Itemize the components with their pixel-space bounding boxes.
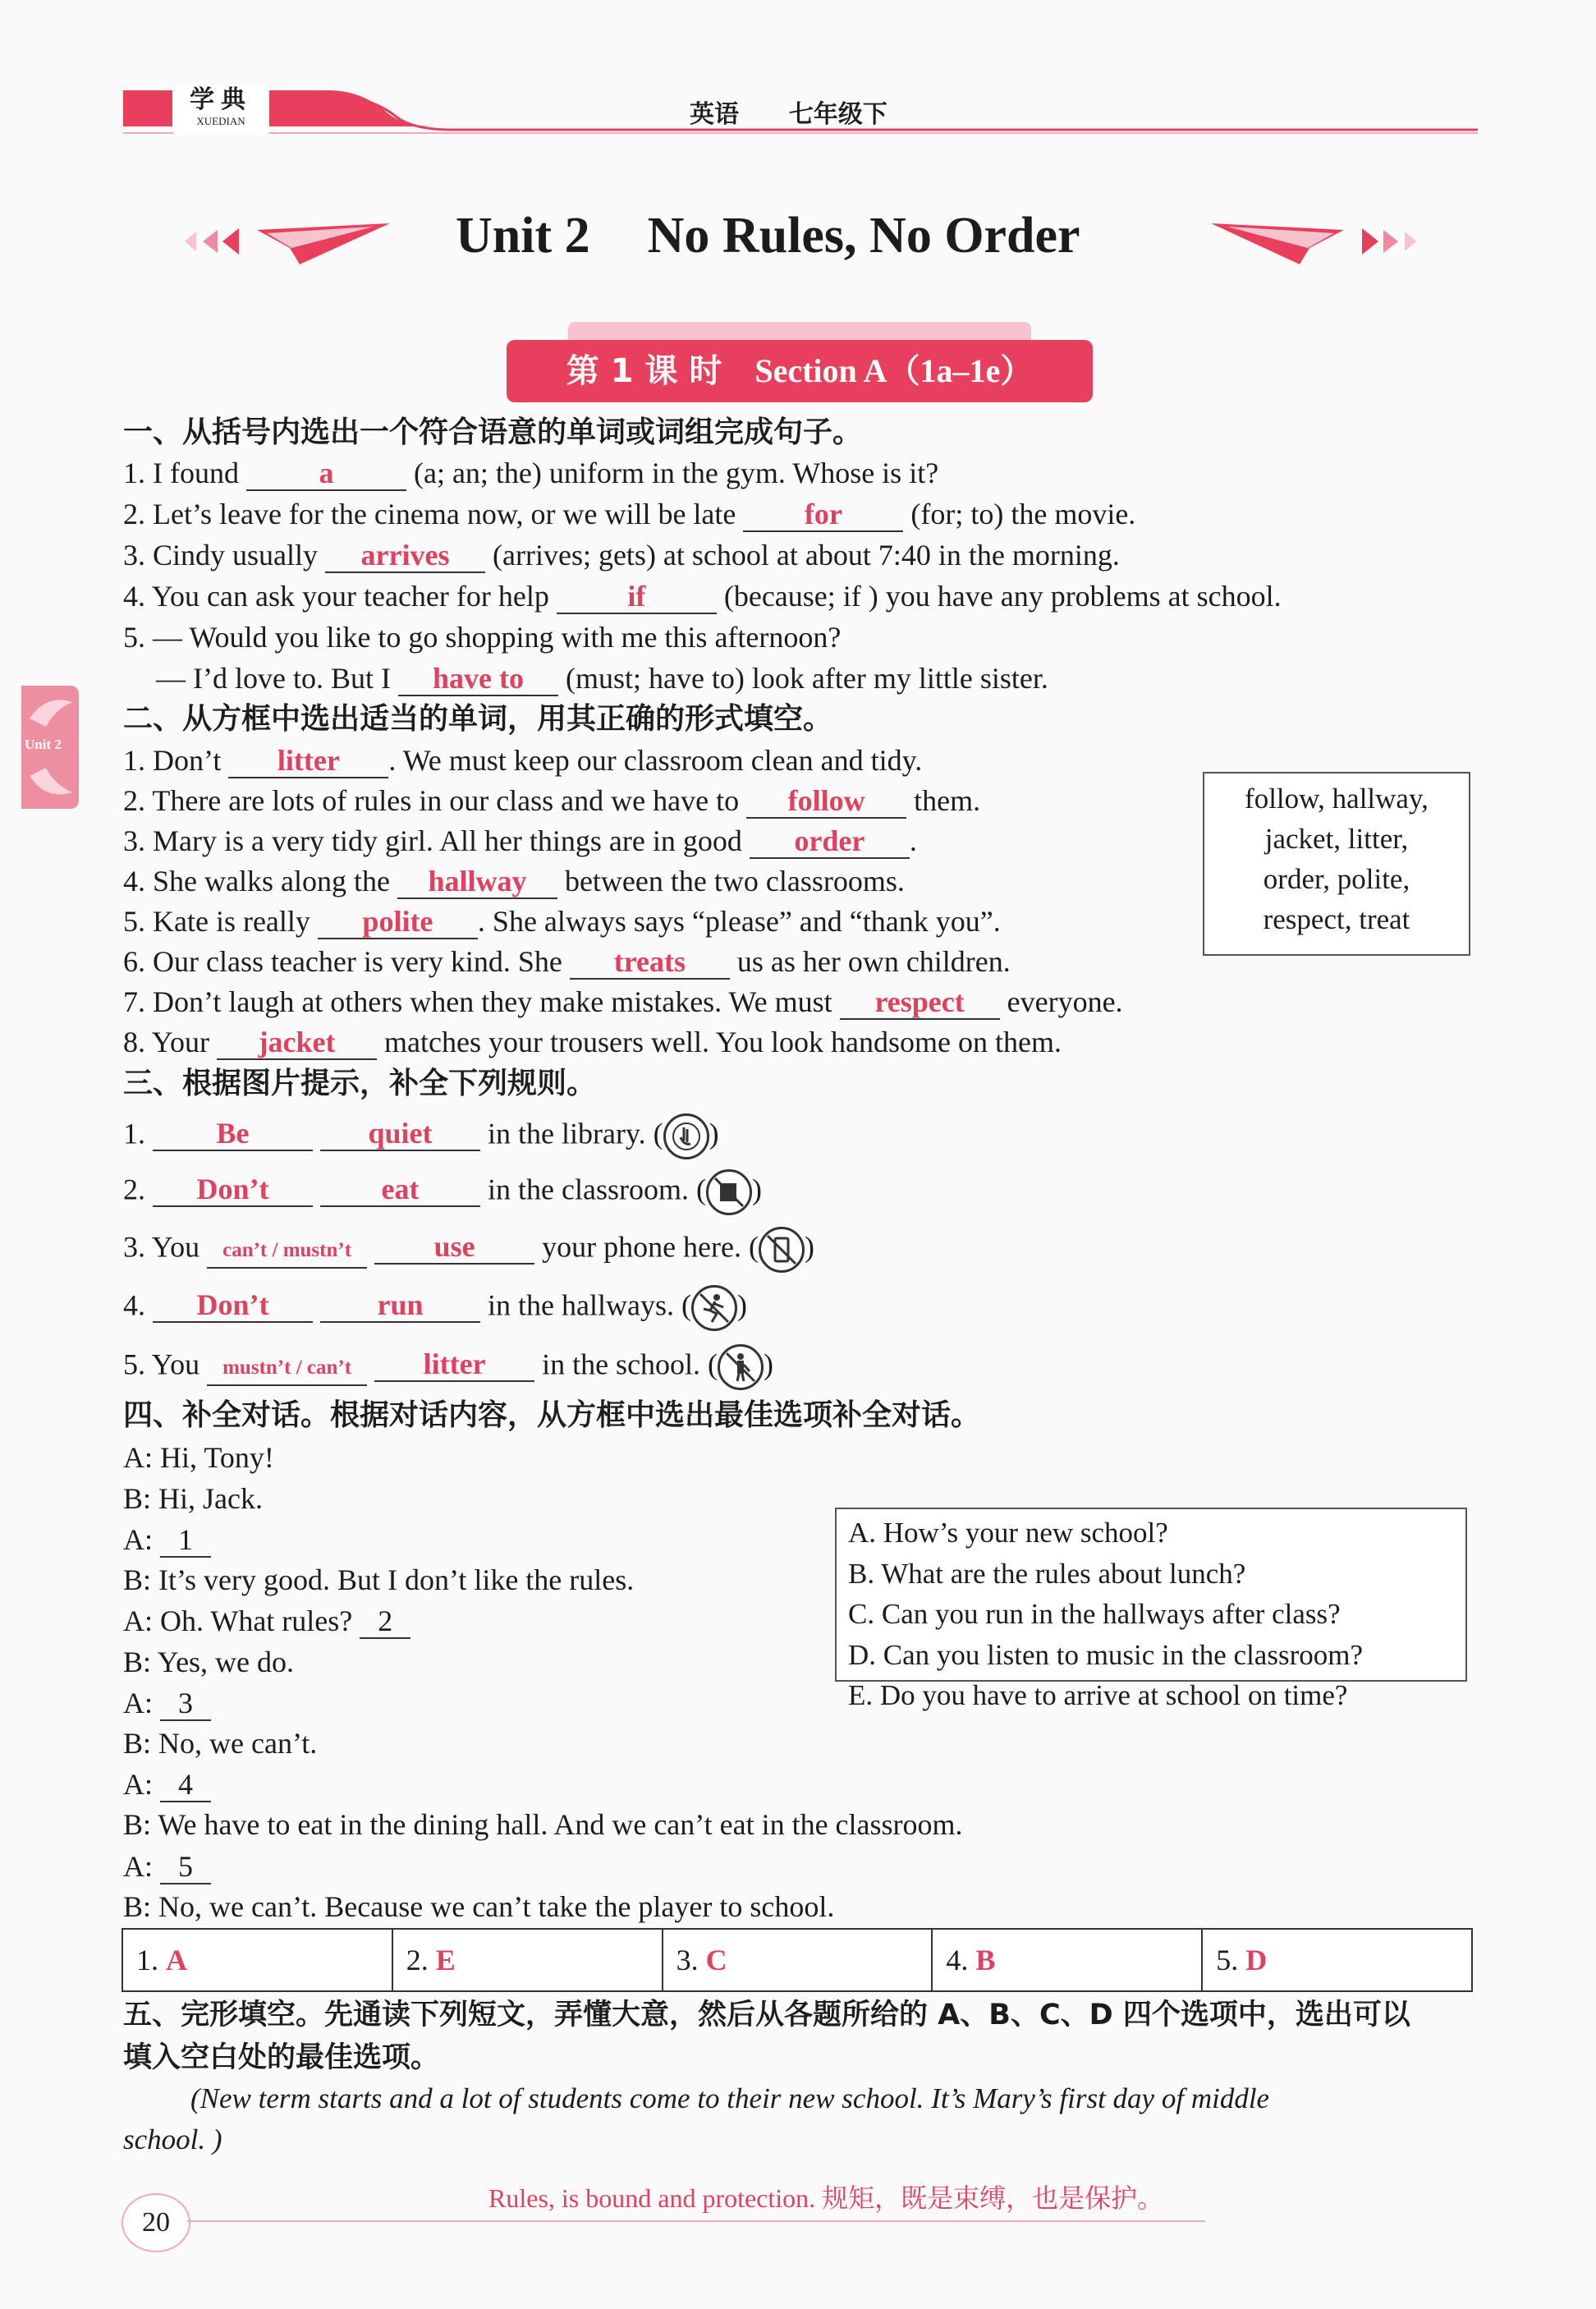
p3-item-2: 2. Don’t eat in the classroom. ( ): [123, 1169, 762, 1215]
answer-blank: arrives: [325, 539, 485, 573]
answer-blank: litter: [228, 744, 388, 778]
dialog-blank: 5: [160, 1850, 211, 1884]
p2-item-4: 4. She walks along the hallway between the two classrooms.: [123, 865, 905, 897]
answer-blank: quiet: [320, 1117, 480, 1151]
dialog-line: A: 3: [123, 1683, 211, 1723]
page-number: 20: [142, 2207, 170, 2238]
answer-blank: run: [320, 1288, 480, 1323]
p1-item-3: 3. Cindy usually arrives (arrives; gets) at school at about 7:40 in the morning.: [123, 539, 1120, 572]
lesson-period: 第 1 课 时: [566, 352, 722, 390]
answer-blank: if: [557, 580, 717, 614]
dialog-blank: 1: [160, 1523, 211, 1558]
dialog-line: B: No, we can’t.: [123, 1727, 318, 1760]
dialog-line: B: No, we can’t. Because we can’t take the player to school.: [123, 1890, 835, 1923]
footer-rule: [187, 2220, 1205, 2222]
part3-heading: 三、根据图片提示，补全下列规则。: [123, 1067, 597, 1100]
answer-blank: mustn’t / can’t: [207, 1352, 367, 1386]
lesson-section: Section A（1a–1e）: [754, 352, 1034, 389]
p2-item-6: 6. Our class teacher is very kind. She treats us as her own children.: [123, 945, 1011, 978]
options-box: [835, 1508, 1467, 1711]
answer-blank: litter: [374, 1347, 534, 1382]
answer-cell: 4. B: [933, 1930, 1203, 1990]
header-band: [123, 85, 1478, 148]
motto-en: Rules, is bound and protection.: [488, 2183, 816, 2213]
motto-cn: 规矩，既是束缚，也是保护。: [822, 2183, 1164, 2214]
dialog-blank: 4: [160, 1768, 211, 1802]
p1-item-1: 1. I found a (a; an; the) uniform in the gym. Whose is it?: [123, 457, 939, 489]
dialog-line: B: Hi, Jack.: [123, 1482, 263, 1515]
brand-en: XUEDIAN: [196, 115, 245, 127]
dialog-line: A: Hi, Tony!: [123, 1441, 274, 1474]
word-box-line: jacket, litter,: [1264, 823, 1409, 855]
answer-blank: polite: [318, 905, 478, 939]
p1-item-4: 4. You can ask your teacher for help if (because; if ) you have any problems at school.: [123, 580, 1282, 613]
part4-heading: 四、补全对话。根据对话内容，从方框中选出最佳选项补全对话。: [123, 1398, 981, 1432]
answer-blank: use: [374, 1230, 534, 1265]
brand-logo: [172, 85, 269, 135]
answer-blank: a: [246, 457, 406, 491]
page-number-badge: [122, 2193, 190, 2252]
answer-blank: jacket: [217, 1026, 377, 1060]
unit-title: [456, 207, 1080, 265]
dialog-line: B: Yes, we do.: [123, 1646, 295, 1678]
option-item: C. Can you run in the hallways after class?: [848, 1598, 1341, 1630]
footer-motto: [488, 2178, 1163, 2215]
answer-blank: can’t / mustn’t: [207, 1234, 367, 1269]
p2-item-7: 7. Don’t laugh at others when they make mistakes. We must respect everyone.: [123, 985, 1123, 1018]
p3-item-3: 3. You can’t / mustn’t use your phone here. ( ): [123, 1227, 814, 1273]
word-box: [1203, 772, 1470, 956]
answer-blank: Don’t: [153, 1288, 313, 1323]
answer-blank: treats: [570, 945, 730, 980]
p3-item-1: 1. Be quiet in the library. ( ): [123, 1113, 719, 1159]
p2-item-8: 8. Your jacket matches your trousers well. You look handsome on them.: [123, 1026, 1062, 1058]
option-item: D. Can you listen to music in the classroom?: [848, 1638, 1363, 1671]
option-item: B. What are the rules about lunch?: [848, 1557, 1246, 1590]
p3-item-4: 4. Don’t run in the hallways. ( ): [123, 1285, 747, 1331]
p2-item-3: 3. Mary is a very tidy girl. All her things are in good order .: [123, 824, 917, 857]
answer-blank: follow: [746, 784, 906, 819]
no-running-sign-icon: [691, 1285, 737, 1331]
word-box-line: order, polite,: [1263, 863, 1410, 895]
dialog-line: B: We have to eat in the dining hall. And we can’t eat in the classroom.: [123, 1808, 963, 1841]
grade-label: 七年级下: [788, 100, 887, 129]
answer-blank: have to: [398, 662, 558, 696]
p2-item-2: 2. There are lots of rules in our class and we have to follow them.: [123, 784, 981, 817]
quiet-sign-icon: [663, 1113, 709, 1159]
part1-heading: 一、从括号内选出一个符合语意的单词或词组完成句子。: [123, 415, 863, 449]
subject-label: 英语: [690, 100, 739, 129]
option-item: A. How’s your new school?: [848, 1517, 1168, 1549]
dialog-line: A: 5: [123, 1847, 211, 1886]
dialog-line: A: Oh. What rules? 2: [123, 1601, 410, 1641]
answer-blank: eat: [320, 1173, 480, 1207]
answer-blank: Don’t: [153, 1173, 313, 1207]
dialog-line: A: 1: [123, 1520, 211, 1559]
dialog-blank: 3: [160, 1687, 211, 1721]
p3-item-5: 5. You mustn’t / can’t litter in the school. ( ): [123, 1344, 773, 1390]
p1-item-5-reply: — I’d love to. But I have to (must; have to) look after my little sister.: [156, 662, 1048, 695]
dialog-blank: 2: [360, 1604, 410, 1639]
left-arrow-decoration-icon: [185, 215, 390, 273]
p1-item-5: 5. — Would you like to go shopping with me this afternoon?: [123, 621, 842, 654]
side-tab-label: Unit 2: [25, 737, 62, 752]
side-tab: [21, 686, 79, 809]
answer-blank: Be: [153, 1117, 313, 1151]
word-box-line: follow, hallway,: [1245, 783, 1429, 815]
answer-cell: 2. E: [393, 1930, 663, 1990]
no-phone-sign-icon: [759, 1227, 805, 1273]
unit-number: Unit 2: [456, 208, 590, 264]
unit-name: No Rules, No Order: [647, 208, 1080, 264]
dialog-line: A: 4: [123, 1765, 211, 1804]
answer-cell: 1. A: [123, 1930, 393, 1990]
answer-blank: for: [743, 498, 903, 532]
answer-blank: hallway: [397, 865, 557, 899]
brand-cn: 学典: [190, 85, 252, 114]
p1-item-2: 2. Let’s leave for the cinema now, or we will be late for (for; to) the movie.: [123, 498, 1136, 530]
part5-heading: 五、完形填空。先通读下列短文，弄懂大意，然后从各题所给的 A、B、C、D 四个选项中，选出可以: [123, 1999, 1410, 2031]
part2-heading: 二、从方框中选出适当的单词，用其正确的形式填空。: [123, 702, 833, 736]
p2-item-1: 1. Don’t litter . We must keep our classroom clean and tidy.: [123, 744, 923, 777]
dialog-line: B: It’s very good. But I don’t like the rules.: [123, 1563, 635, 1596]
right-arrow-decoration-icon: [1211, 215, 1416, 273]
answer-cell: 5. D: [1216, 1944, 1268, 1976]
p2-item-5: 5. Kate is really polite . She always says “please” and “thank you”.: [123, 905, 1001, 938]
part5-heading-cont: 填入空白处的最佳选项。: [123, 2041, 440, 2074]
lesson-badge: [507, 340, 1093, 402]
answer-cell: 3. C: [663, 1930, 933, 1990]
passage-intro: (New term starts and a lot of students come to their new school. It’s Mary’s first day of middle: [190, 2082, 1270, 2114]
word-box-line: respect, treat: [1263, 903, 1410, 935]
answer-blank: order: [750, 824, 910, 859]
no-eating-sign-icon: [706, 1169, 752, 1215]
passage-intro-cont: school. ): [123, 2123, 222, 2155]
answer-blank: respect: [840, 985, 1000, 1020]
no-littering-sign-icon: [718, 1344, 764, 1390]
option-item: E. Do you have to arrive at school on time?: [848, 1679, 1348, 1711]
answer-table: [122, 1928, 1473, 1992]
